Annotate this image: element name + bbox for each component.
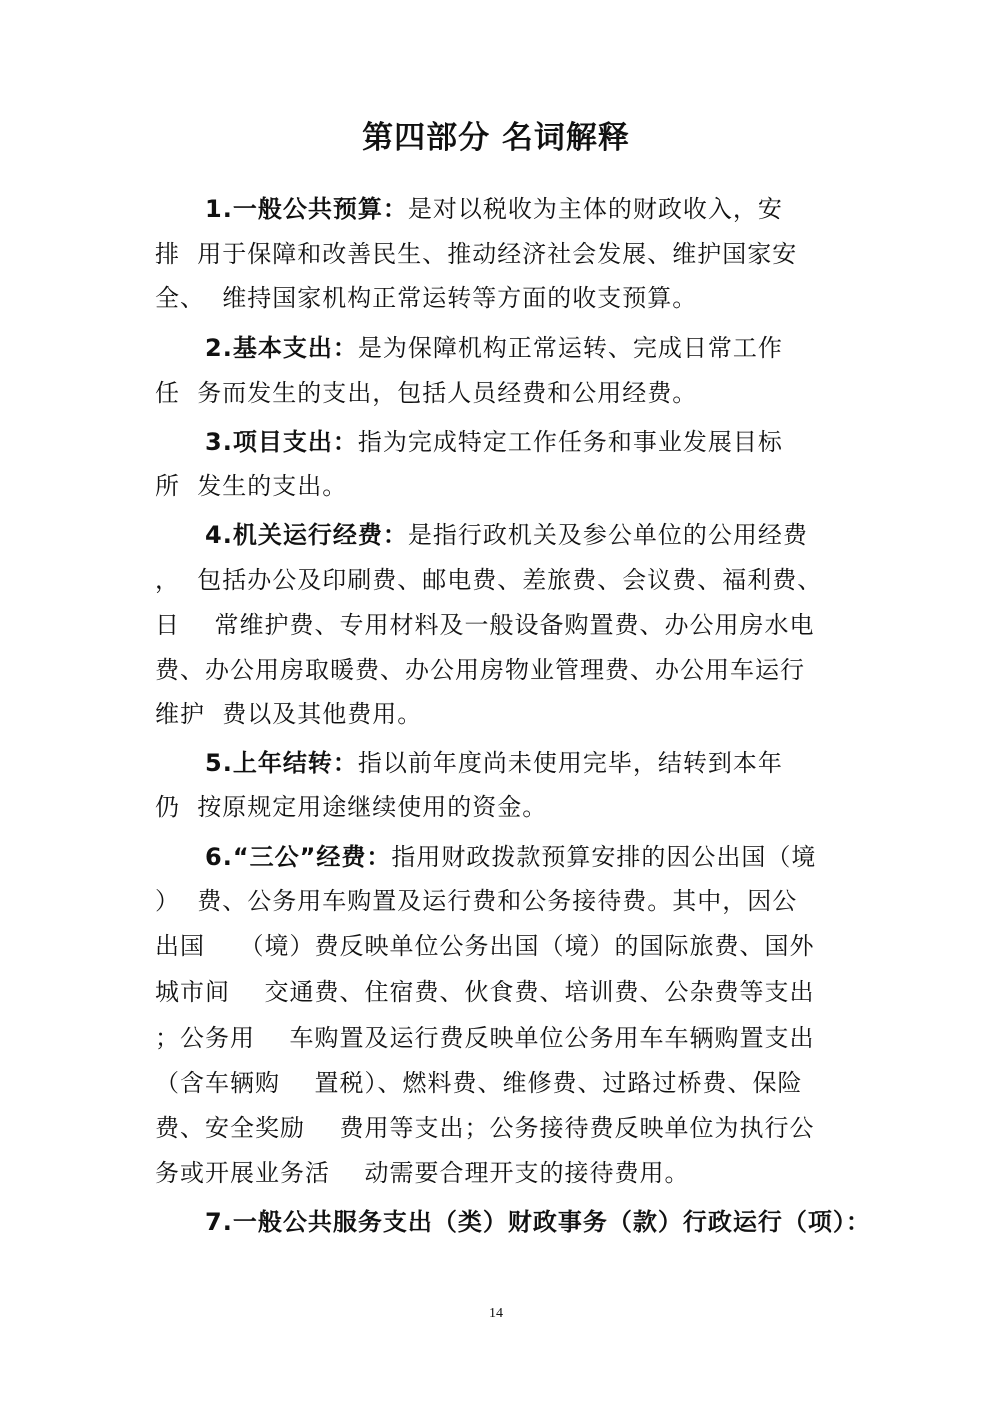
- term-4-line-3: 日 常维护费、专用材料及一般设备购置费、办公用房水电: [155, 611, 815, 639]
- term-6-line-6: （含车辆购 置税）、燃料费、维修费、过路过桥费、保险: [155, 1069, 803, 1097]
- term-2-line-1: 2.基本支出：是为保障机构正常运转、完成日常工作: [205, 334, 783, 362]
- term-5-line-2: 仍 按原规定用途继续使用的资金。: [155, 793, 548, 821]
- term-7-line-1: [205, 1205, 871, 1239]
- term-7-label: 7.一般公共服务支出（类）财政事务（款）行政运行（项）：: [205, 1208, 871, 1236]
- term-6-line-8: 务或开展业务活 动需要合理开支的接待费用。: [155, 1159, 690, 1187]
- term-2-label: 2.基本支出：: [205, 334, 358, 362]
- page-number: 14: [489, 1306, 503, 1321]
- term-4-line-5: 维护 费以及其他费用。: [155, 700, 423, 728]
- term-6-line-5: ；公务用 车购置及运行费反映单位公务用车车辆购置支出: [155, 1024, 815, 1052]
- term-5-line-1: 5.上年结转：指以前年度尚未使用完毕，结转到本年: [205, 749, 783, 777]
- term-6-line-4: 城市间 交通费、住宿费、伙食费、培训费、公杂费等支出: [155, 978, 815, 1006]
- term-6-line-3: 出国 （境）费反映单位公务出国（境）的国际旅费、国外: [155, 932, 815, 960]
- term-1-label: 1.一般公共预算：: [205, 195, 408, 223]
- term-4-label: 4.机关运行经费：: [205, 521, 408, 549]
- term-1-line-3: 全、 维持国家机构正常运转等方面的收支预算。: [155, 284, 698, 312]
- page-title: 第四部分 名词解释: [362, 120, 630, 156]
- term-6-label: 6.“三公”经费：: [205, 843, 392, 871]
- term-4-line-1: 4.机关运行经费：是指行政机关及参公单位的公用经费: [205, 521, 808, 549]
- term-3-line-1: 3.项目支出：指为完成特定工作任务和事业发展目标: [205, 428, 783, 456]
- term-3-label: 3.项目支出：: [205, 428, 358, 456]
- term-6-line-7: 费、安全奖励 费用等支出；公务接待费反映单位为执行公: [155, 1114, 815, 1142]
- term-6-line-2: ） 费、公务用车购置及运行费和公务接待费。其中，因公: [155, 887, 798, 915]
- term-5-label: 5.上年结转：: [205, 749, 358, 777]
- term-1-line-1: 1.一般公共预算：是对以税收为主体的财政收入，安: [205, 195, 783, 223]
- term-3-line-2: 所 发生的支出。: [155, 472, 348, 500]
- term-6-line-1: 6.“三公”经费：指用财政拨款预算安排的因公出国（境: [205, 843, 817, 871]
- term-1-line-2: 排 用于保障和改善民生、推动经济社会发展、维护国家安: [155, 240, 798, 268]
- term-4-line-2: ， 包括办公及印刷费、邮电费、差旅费、会议费、福利费、: [155, 566, 823, 594]
- term-2-line-2: 任 务而发生的支出，包括人员经费和公用经费。: [155, 379, 698, 407]
- term-4-line-4: 费、办公用房取暖费、办公用房物业管理费、办公用车运行: [155, 656, 805, 684]
